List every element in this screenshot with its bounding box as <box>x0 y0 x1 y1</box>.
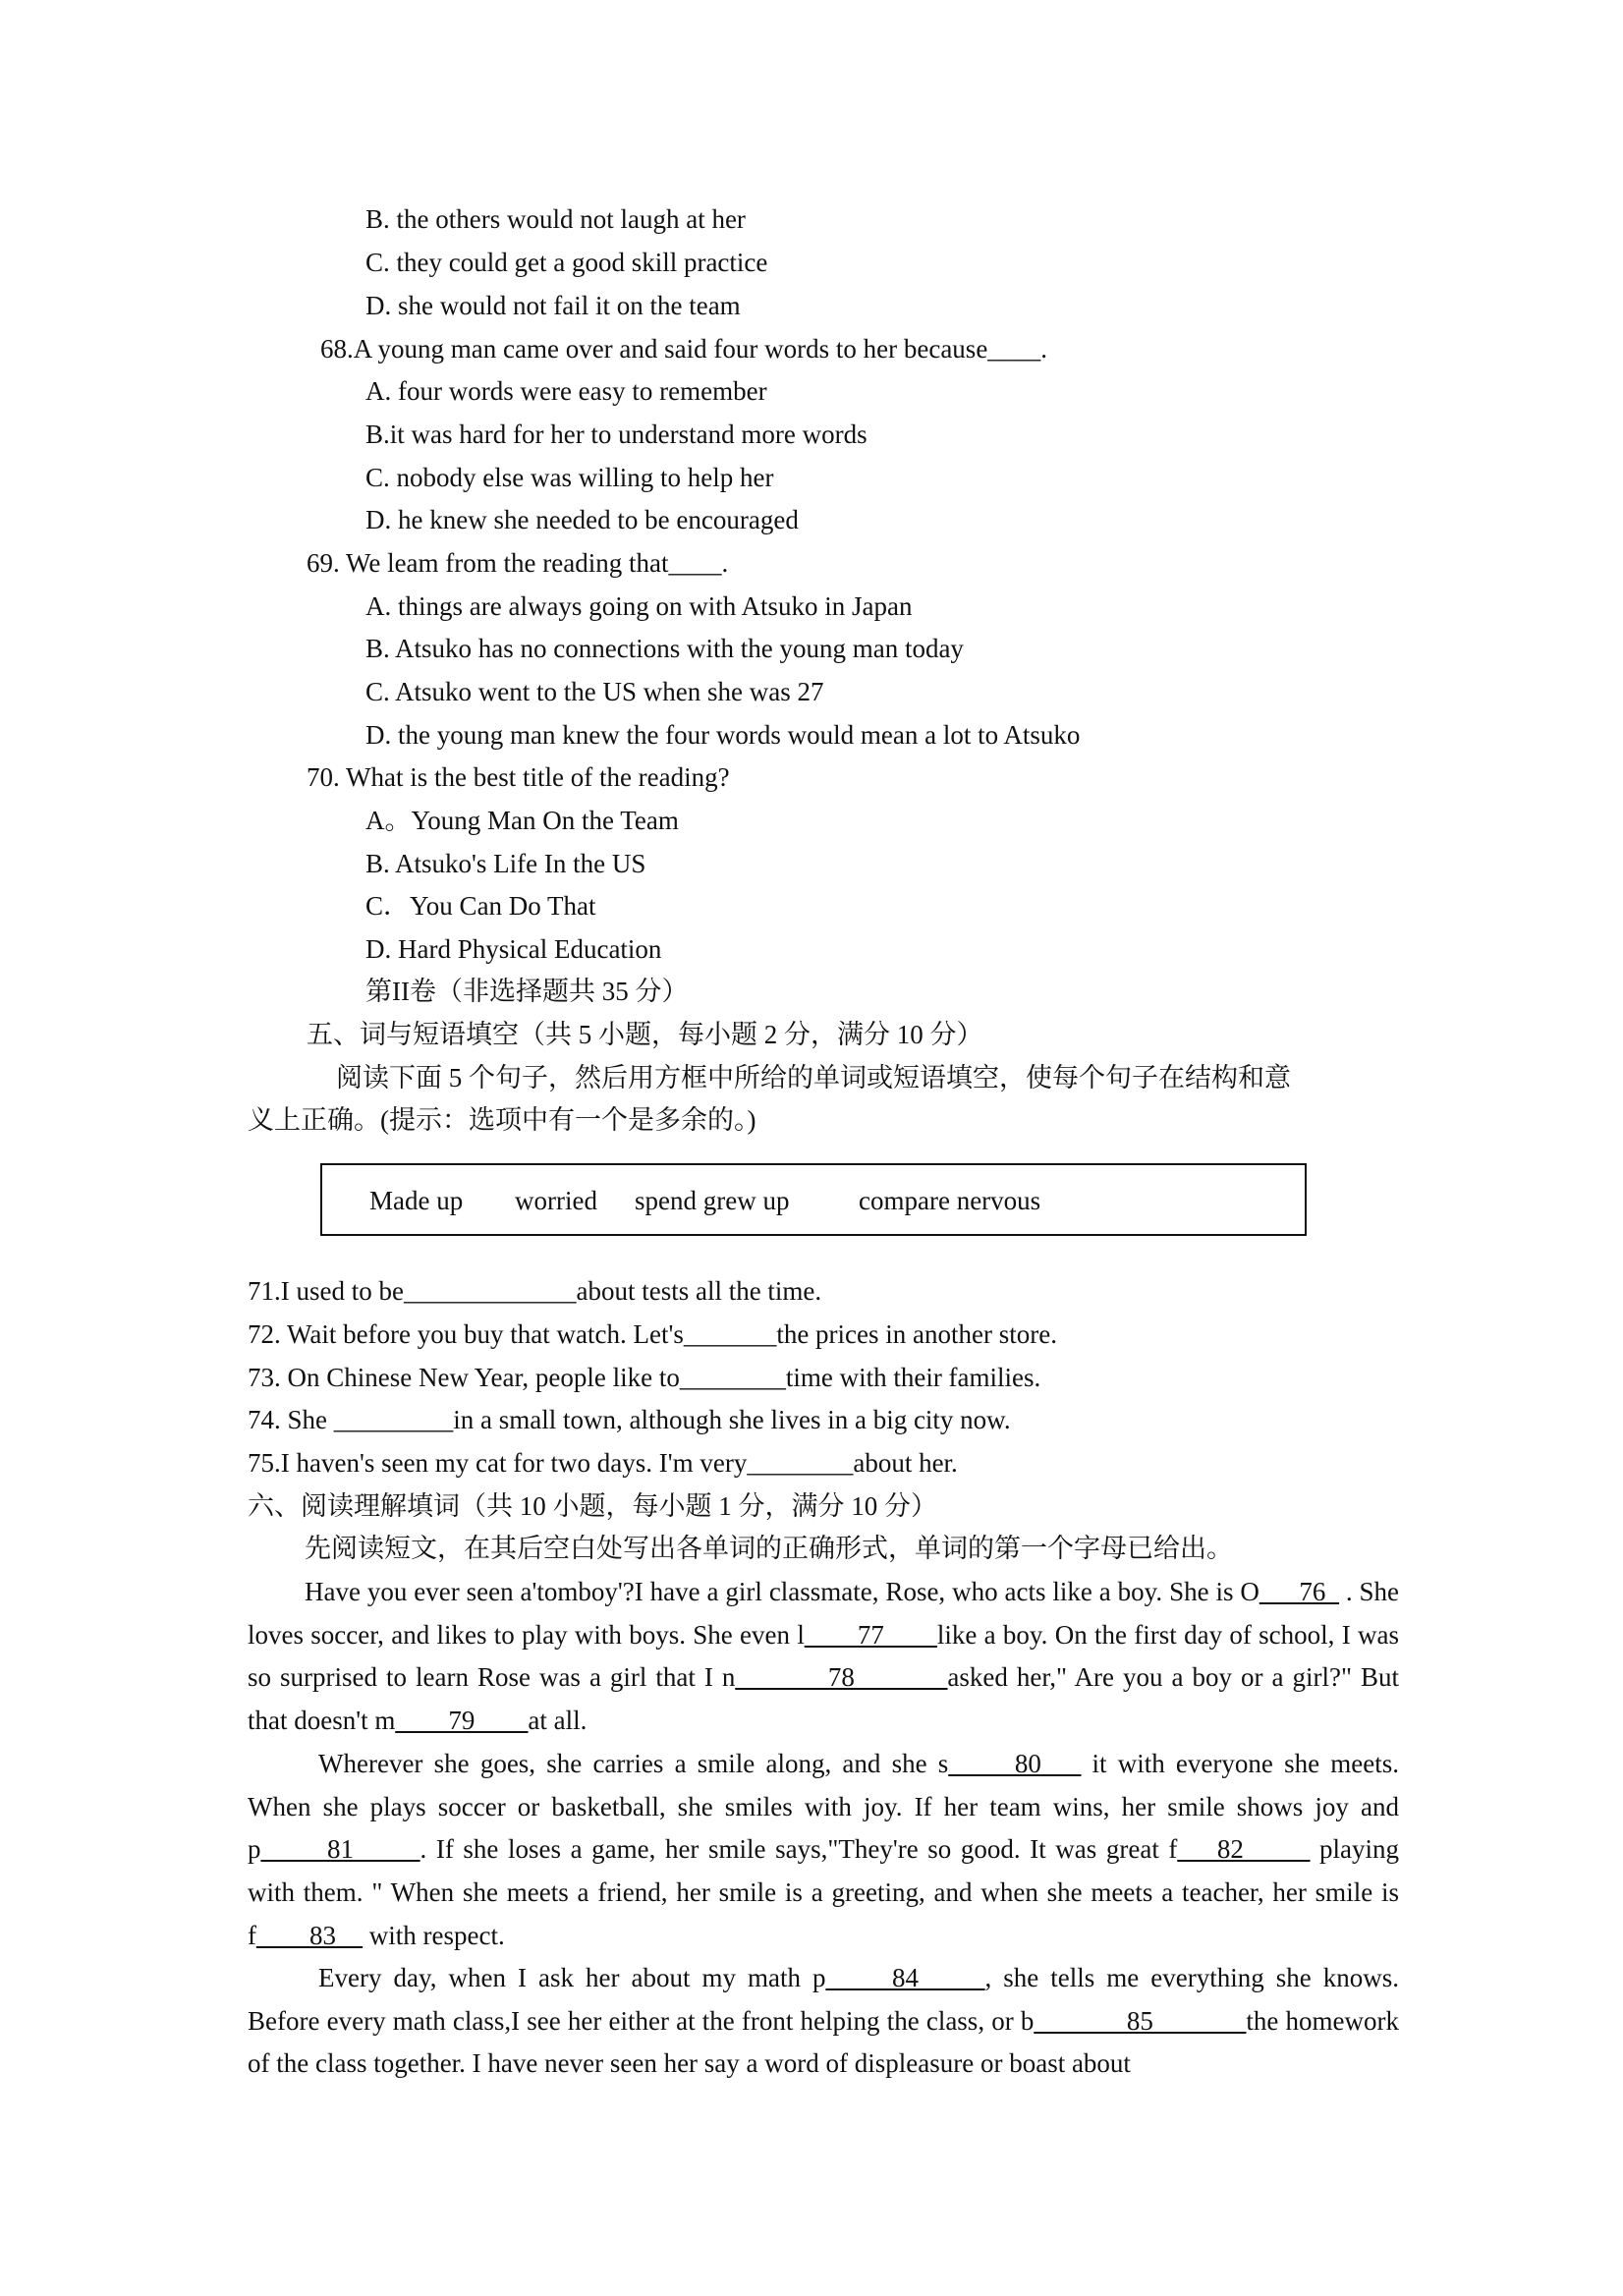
answer-blank[interactable]: ____79____ <box>395 1706 529 1736</box>
section6-instruction: 先阅读短文，在其后空白处写出各单词的正确形式，单词的第一个字母已给出。 <box>305 1534 1233 1563</box>
word-bank-box <box>320 1163 1307 1236</box>
answer-blank[interactable]: ___82_____ <box>1177 1834 1311 1865</box>
paragraph-2-text <box>248 1749 1399 1950</box>
q70-option-c: C．You Can Do That <box>365 891 596 921</box>
paragraph-3-text <box>248 1963 1399 2078</box>
passage-text: playing with them. " When she meets a friend, her smile is a greeting, and when she meets a teacher, her smile is f <box>248 1834 1399 1950</box>
answer-blank[interactable]: ____83__ <box>256 1920 363 1950</box>
sentence-74: 74. She _________in a small town, although she lives in a big city now. <box>248 1405 1011 1434</box>
sentence-72: 72. Wait before you buy that watch. Let's_______the prices in another store. <box>248 1319 1057 1349</box>
sentence-73: 73. On Chinese New Year, people like to________time with their families. <box>248 1363 1041 1392</box>
answer-blank[interactable]: _____80___ <box>948 1749 1082 1778</box>
word-bank-item: spend grew up <box>635 1186 790 1215</box>
answer-blank[interactable]: ___76_ <box>1259 1577 1339 1606</box>
passage-paragraph-2 <box>248 1743 1399 1958</box>
section6-title: 六、阅读理解填词（共 10 小题，每小题 1 分，满分 10 分） <box>248 1491 937 1521</box>
passage-text: . If she loses a game, her smile says,"They're so good. It was great f <box>420 1834 1178 1865</box>
section5-instruction-line2: 义上正确。(提示：选项中有一个是多余的。) <box>248 1105 756 1135</box>
passage-text: , she tells me everything she knows. Before every math class,I see her either at the front helping the class, or b <box>248 1963 1399 2036</box>
passage-text: the homework of the class together. I have never seen her say a word of displeasure or boast about <box>248 2005 1399 2079</box>
passage-paragraph-1 <box>248 1571 1399 1743</box>
passage-text: Every day, when I ask her about my math p <box>318 1963 826 1992</box>
answer-blank[interactable]: _______85_______ <box>1034 2005 1247 2036</box>
q69-option-a: A. things are always going on with Atsuko in Japan <box>365 591 913 621</box>
answer-blank[interactable]: _____84_____ <box>825 1963 985 1992</box>
q67-option-d: D. she would not fail it on the team <box>365 291 741 320</box>
sentence-75: 75.I haven's seen my cat for two days. I'm very________about her. <box>248 1448 958 1478</box>
section5-instruction-line1: 阅读下面 5 个句子，然后用方框中所给的单词或短语填空，使每个句子在结构和意 <box>336 1063 1291 1092</box>
q70-option-a: A。Young Man On the Team <box>365 806 679 835</box>
passage-text: Wherever she goes, she carries a smile along, and she s <box>318 1749 949 1778</box>
word-bank-item: worried <box>515 1186 597 1215</box>
q68-option-b: B.it was hard for her to understand more words <box>365 420 867 449</box>
q68-option-d: D. he knew she needed to be encouraged <box>365 505 799 534</box>
passage-text: it with everyone she meets. When she plays soccer or basketball, she smiles with joy. If her team wins, her smile shows joy and p <box>248 1749 1399 1865</box>
q67-option-b: B. the others would not laugh at her <box>365 204 746 234</box>
q70-option-d: D. Hard Physical Education <box>365 934 662 964</box>
answer-blank[interactable]: _______78_______ <box>735 1662 948 1693</box>
part2-title: 第II卷（非选择题共 35 分） <box>365 977 689 1006</box>
paragraph-1-text <box>248 1577 1399 1735</box>
passage-text: asked her," Are you a boy or a girl?" But that doesn't m <box>248 1662 1399 1736</box>
word-bank-item: compare nervous <box>859 1186 1041 1215</box>
q68-stem: 68.A young man came over and said four words to her because____. <box>320 334 1048 364</box>
passage-text: like a boy. On the first day of school, I was so surprised to learn Rose was a girl that I n <box>248 1619 1399 1693</box>
q67-option-c: C. they could get a good skill practice <box>365 248 768 277</box>
q70-option-b: B. Atsuko's Life In the US <box>365 849 646 878</box>
word-bank-item: Made up <box>369 1186 464 1215</box>
q69-option-c: C. Atsuko went to the US when she was 27 <box>365 677 824 706</box>
passage-text: Have you ever seen a'tomboy'?I have a girl classmate, Rose, who acts like a boy. She is O <box>305 1577 1259 1606</box>
answer-blank[interactable]: ____77____ <box>804 1619 937 1650</box>
sentence-71: 71.I used to be_____________about tests all the time. <box>248 1276 822 1306</box>
q70-stem: 70. What is the best title of the reading? <box>307 762 730 792</box>
q69-option-b: B. Atsuko has no connections with the young man today <box>365 634 964 663</box>
passage-text: with respect. <box>363 1920 505 1950</box>
passage-paragraph-3 <box>248 1957 1399 2086</box>
section5-title: 五、词与短语填空（共 5 小题，每小题 2 分，满分 10 分） <box>307 1020 983 1049</box>
q69-stem: 69. We leam from the reading that____. <box>307 548 729 578</box>
passage-text: . She loves soccer, and likes to play with boys. She even l <box>248 1577 1399 1650</box>
q68-option-c: C. nobody else was willing to help her <box>365 463 774 492</box>
passage-text: at all. <box>528 1706 588 1736</box>
answer-blank[interactable]: _____81_____ <box>260 1834 420 1865</box>
q69-option-d: D. the young man knew the four words would mean a lot to Atsuko <box>365 720 1081 750</box>
q68-option-a: A. four words were easy to remember <box>365 376 767 406</box>
